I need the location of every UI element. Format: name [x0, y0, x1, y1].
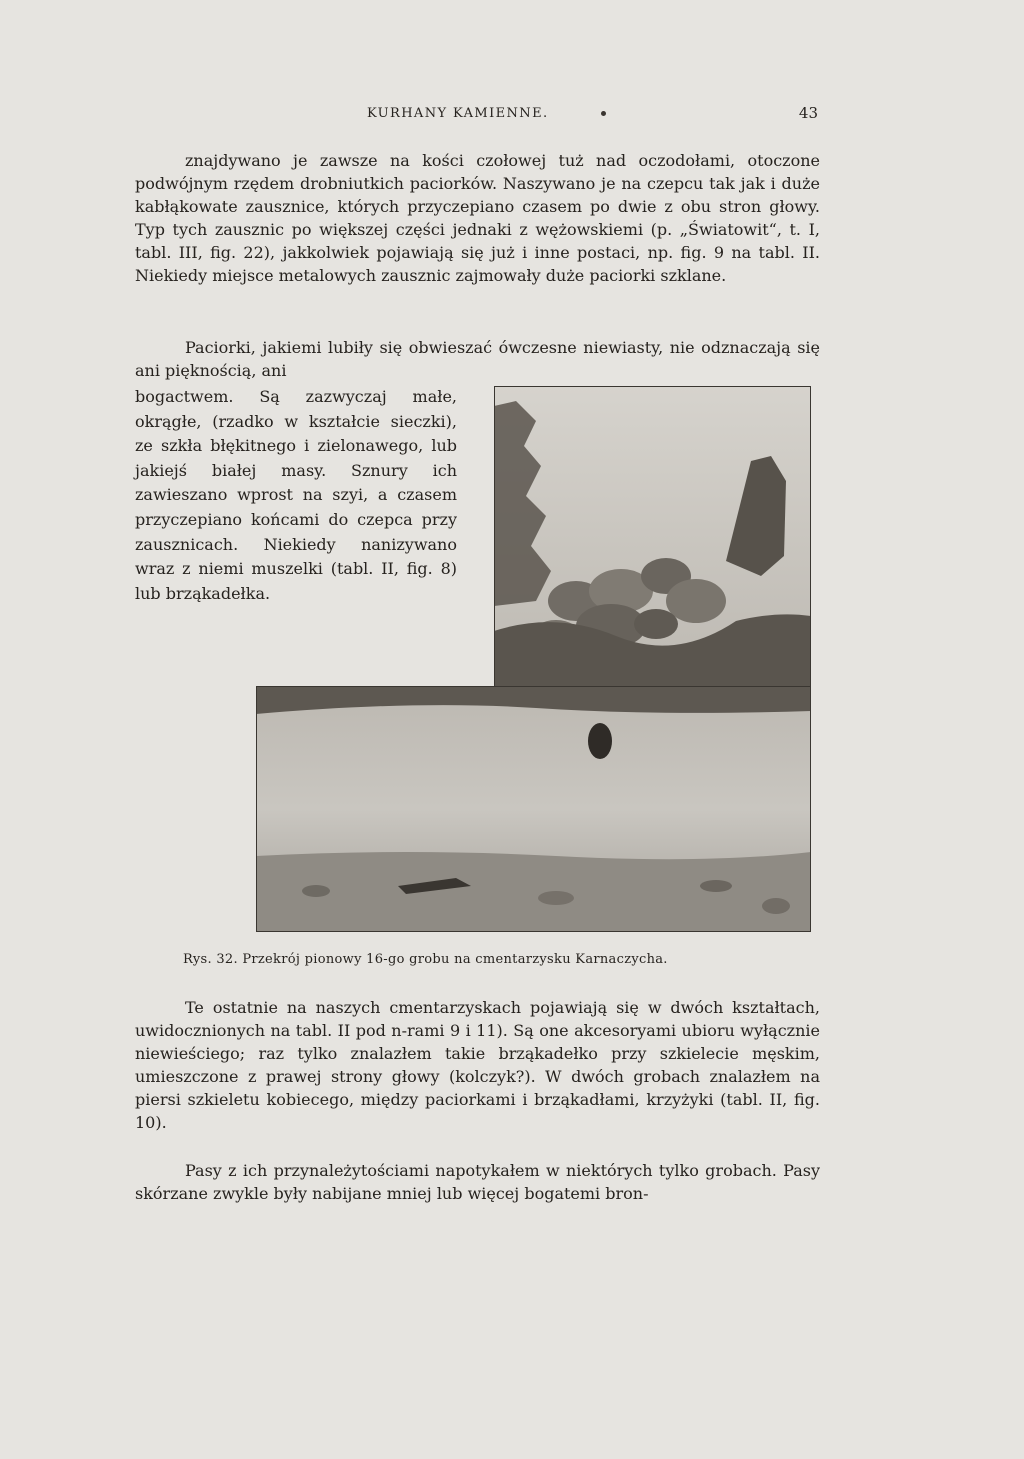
stone	[634, 609, 678, 639]
header-ornament-dot	[601, 111, 606, 116]
figure-caption: Rys. 32. Przekrój pionowy 16-go grobu na cmentarzysku Karnaczycha.	[183, 952, 668, 967]
paragraph-2-wrapped: bogactwem. Są zazwyczaj małe, okrągłe, (rzadko w kształcie sieczki), ze szkła błękitnego i zielonawego, lub jakiejś białej masy. Sznury ich zawieszano wprost na szyi, a czasem przyczepiano końcami do czepca przy zausznicach. Niekiedy nanizywano wraz z niemi muszelki (tabl. II, fig. 8) lub brząkadełka.	[135, 387, 457, 603]
stone	[302, 885, 330, 897]
paragraph-2-intro: Paciorki, jakiemi lubiły się obwieszać ówczesne niewiasty, nie odznaczają się ani pięknością, ani	[135, 338, 820, 380]
bottom-layer	[256, 852, 811, 932]
stone	[762, 898, 790, 914]
running-title: KURHANY KAMIENNE.	[367, 106, 549, 121]
paragraph-4: Pasy z ich przynależytościami napotykałem w niektórych tylko grobach. Pasy skórzane zwykle były nabijane mniej lub więcej bogatemi bron-	[135, 1161, 820, 1203]
running-header	[135, 102, 820, 126]
skull-find	[588, 723, 612, 759]
stone	[700, 880, 732, 892]
grave-section-illustration	[256, 386, 811, 932]
paragraph-1: znajdywano je zawsze na kości czołowej tuż nad oczodołami, otoczone podwójnym rzędem drobniutkich paciorków. Naszywano je na czepcu tak jak i duże kabłąkowate zausznice, których przyczepiano czasem po dwie z obu stron głowy. Typ tych zausznic po większej części jednaki z wężowskiemi (p. „Światowit“, t. I, tabl. III, fig. 22), jakkolwiek pojawiają się już i inne postaci, np. fig. 9 na tabl. II. Niekiedy miejsce metalowych zausznic zajmowały duże paciorki szklane.	[135, 151, 820, 285]
figure-grave-cross-section	[256, 386, 811, 932]
paragraph-3: Te ostatnie na naszych cmentarzyskach pojawiają się w dwóch kształtach, uwidocznionych na tabl. II pod n-rami 9 i 11). Są one akcesoryami ubioru wyłącznie niewieściego; raz tylko znalazłem takie brząkadełko przy szkielecie męskim, umieszczone z prawej strony głowy (kolczyk?). W dwóch grobach znalazłem na piersi szkieletu kobiecego, między paciorkami i brząkadłami, krzyżyki (tabl. II, fig. 10).	[135, 998, 820, 1132]
page-number: 43	[798, 104, 818, 122]
stone	[538, 891, 574, 905]
stone	[666, 579, 726, 623]
